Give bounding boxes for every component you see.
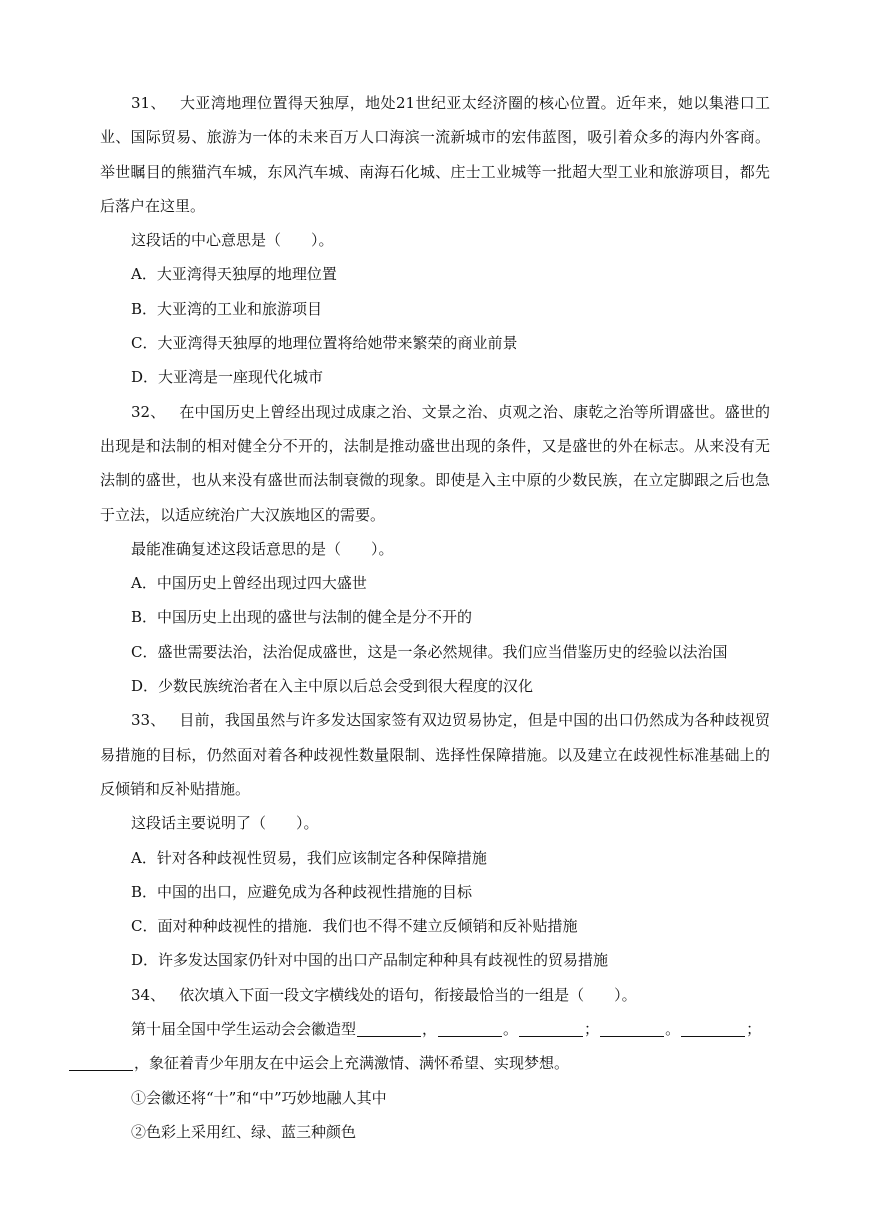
document-body — [100, 86, 770, 1149]
question-number: 34、 — [131, 985, 166, 1004]
fill-separator: ； — [746, 1020, 762, 1039]
question-31-passage — [100, 86, 770, 223]
question-34-item-2: ②色彩上采用红、绿、蓝三种颜色 — [131, 1122, 357, 1141]
passage-text: 在中国历史上曾经出现过成康之治、文景之治、贞观之治、康乾之治等所谓盛世。盛世的出现是和法制的相对健全分不开的，法制是推动盛世出现的条件，又是盛世的外在标志。从来没有无法制的盛世，也从来没有盛世而法制衰微的现象。即使是入主中原的少数民族，在立定脚跟之后也急于立法，以适应统治广大汉族地区的需要。 — [100, 402, 770, 524]
fill-lead-text: 第十届全国中学生运动会会徽造型 — [131, 1020, 357, 1039]
question-33-option-c: C．面对种种歧视性的措施．我们也不得不建立反倾销和反补贴措施 — [131, 917, 578, 936]
fill-blank-3 — [519, 1019, 583, 1037]
question-32-option-b: B．中国历史上出现的盛世与法制的健全是分不开的 — [131, 608, 473, 627]
question-32-option-c: C．盛世需要法治，法治促成盛世，这是一条必然规律。我们应当借鉴历史的经验以法治国 — [131, 642, 728, 661]
question-31-option-b: B．大亚湾的工业和旅游项目 — [131, 299, 323, 318]
question-33-option-d: D．许多发达国家仍针对中国的出口产品制定种种具有歧视性的贸易措施 — [131, 951, 609, 970]
question-32-option-a: A．中国历史上曾经出现过四大盛世 — [131, 574, 367, 593]
fill-blank-1 — [357, 1019, 421, 1037]
passage-text: 依次填入下面一段文字横线处的语句，衔接最恰当的一组是（ ）。 — [179, 985, 637, 1004]
fill-separator: 。 — [665, 1020, 681, 1039]
question-32-prompt: 最能准确复述这段话意思的是（ ）。 — [131, 539, 394, 558]
question-33-prompt: 这段话主要说明了（ ）。 — [131, 814, 319, 833]
question-34-item-1: ①会徽还将“十”和“中”巧妙地融人其中 — [131, 1088, 387, 1107]
fill-blank-2 — [438, 1019, 502, 1037]
question-31-option-a: A．大亚湾得天独厚的地理位置 — [131, 265, 337, 284]
question-33-option-b: B．中国的出口，应避免成为各种歧视性措施的目标 — [131, 882, 473, 901]
fill-tail-text: ，象征着青少年朋友在中运会上充满激情、满怀希望、实现梦想。 — [134, 1054, 570, 1073]
fill-blank-5 — [681, 1019, 745, 1037]
fill-blank-6 — [69, 1053, 133, 1071]
question-34-passage — [100, 978, 770, 1012]
passage-text: 大亚湾地理位置得天独厚，地处21世纪亚太经济圈的核心位置。近年来，她以集港口工业、国际贸易、旅游为一体的未来百万人口海滨一流新城市的宏伟蓝图，吸引着众多的海内外客商。举世瞩目的熊猫汽车城，东风汽车城、南海石化城、庄士工业城等一批超大型工业和旅游项目，都先后落户在这里。 — [100, 94, 770, 215]
question-34-fill-text — [100, 1012, 770, 1081]
fill-separator: ； — [584, 1020, 600, 1039]
question-31-prompt: 这段话的中心意思是（ ）。 — [131, 231, 334, 250]
question-31-option-d: D．大亚湾是一座现代化城市 — [131, 368, 324, 387]
question-number: 31、 — [131, 94, 166, 112]
question-31-option-c: C．大亚湾得天独厚的地理位置将给她带来繁荣的商业前景 — [131, 334, 518, 353]
question-number: 32、 — [131, 402, 166, 421]
question-number: 33、 — [131, 711, 166, 730]
fill-separator: ， — [422, 1020, 438, 1039]
passage-text: 目前，我国虽然与许多发达国家签有双边贸易协定，但是中国的出口仍然成为各种歧视贸易措施的目标，仍然面对着各种歧视性数量限制、选择性保障措施。以及建立在歧视性标准基础上的反倾销和反补贴措施。 — [100, 711, 770, 798]
question-32-option-d: D．少数民族统治者在入主中原以后总会受到很大程度的汉化 — [131, 677, 534, 696]
question-32-passage — [100, 395, 770, 532]
fill-separator: 。 — [503, 1020, 519, 1039]
question-33-passage — [100, 703, 770, 806]
question-33-option-a: A．针对各种歧视性贸易，我们应该制定各种保障措施 — [131, 848, 487, 867]
fill-blank-4 — [600, 1019, 664, 1037]
